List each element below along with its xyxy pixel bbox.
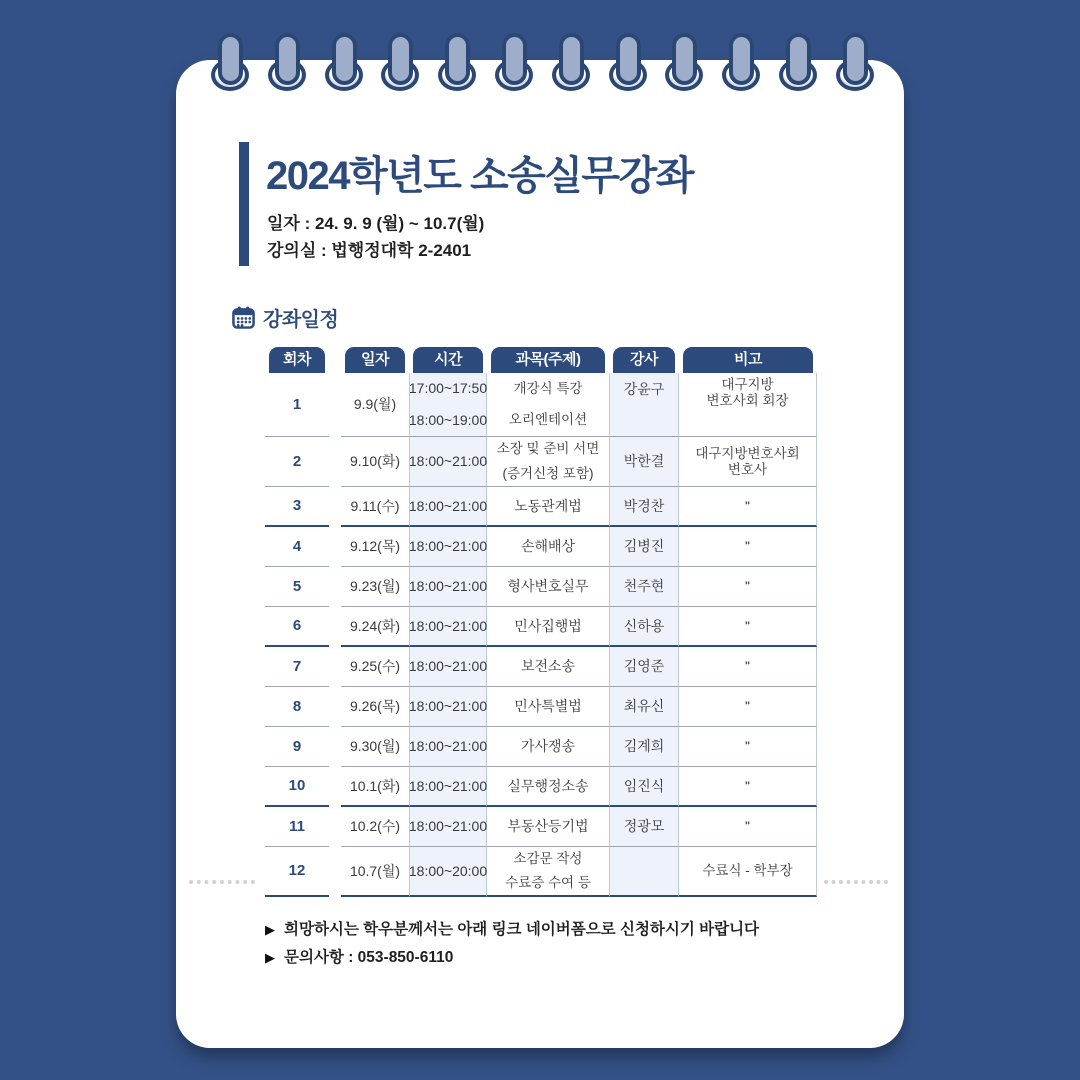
table-row (265, 727, 817, 767)
footer-note-apply: ▶ 희망하시는 학우분께서는 아래 링크 네이버폼으로 신청하시기 바랍니다 (265, 921, 760, 938)
column-gap (329, 687, 341, 727)
cell-date: 9.26(목) (341, 687, 409, 727)
cell-date: 9.11(수) (341, 487, 409, 527)
spiral-ring (719, 33, 763, 97)
cell-session-no: 4 (265, 527, 329, 567)
ring-pin (672, 33, 697, 85)
column-gap (329, 567, 341, 607)
table-row (265, 687, 817, 727)
ring-pin (786, 33, 811, 85)
cell-session-no: 3 (265, 487, 329, 527)
cell-note (679, 487, 817, 527)
table-row (265, 487, 817, 527)
ring-pin (275, 33, 300, 85)
spiral-ring (662, 33, 706, 97)
table-row (265, 373, 817, 437)
cell-date: 9.30(월) (341, 727, 409, 767)
header-tab: 과목(주제) (491, 347, 605, 373)
spiral-ring (208, 33, 252, 97)
column-gap (329, 727, 341, 767)
ring-pin (388, 33, 413, 85)
ring-pin (843, 33, 868, 85)
cell-note: 대구지방변호사회 변호사 (679, 437, 817, 487)
cell-time: 18:00~21:00 (409, 567, 487, 607)
spiral-ring (378, 33, 422, 97)
cell-subject: 가사쟁송 (487, 727, 609, 767)
calendar-icon (232, 306, 255, 329)
cell-note: 대구지방 변호사회 회장 (679, 373, 817, 437)
course-date-line: 일자 : 24. 9. 9 (월) ~ 10.7(월) (267, 214, 485, 233)
cell-subject: 형사변호실무 (487, 567, 609, 607)
cell-time: 18:00~21:00 (409, 437, 487, 487)
header-cell (609, 347, 679, 373)
header-tab: 비고 (683, 347, 813, 373)
column-gap (329, 373, 341, 437)
cell-time: 18:00~21:00 (409, 607, 487, 647)
ring-pin (616, 33, 641, 85)
ring-pin (218, 33, 243, 85)
cell-note (679, 807, 817, 847)
cell-session-no: 10 (265, 767, 329, 807)
table-row (265, 527, 817, 567)
triangle-bullet-icon: ▶ (265, 922, 275, 937)
cell-subject: 부동산등기법 (487, 807, 609, 847)
ditto-mark: " (744, 540, 751, 553)
spiral-ring (606, 33, 650, 97)
cell-date: 10.7(월) (341, 847, 409, 897)
tear-dotted-line-left (189, 880, 255, 884)
cell-lecturer: 정광모 (609, 807, 679, 847)
header-cell (341, 347, 409, 373)
header-cell (265, 347, 329, 373)
table-row (265, 767, 817, 807)
header-tab: 시간 (413, 347, 483, 373)
cell-lecturer: 최유신 (609, 687, 679, 727)
header-tab: 일자 (345, 347, 405, 373)
column-gap (329, 527, 341, 567)
cell-subject: 민사특별법 (487, 687, 609, 727)
cell-date: 9.25(수) (341, 647, 409, 687)
cell-note (679, 727, 817, 767)
spiral-ring (435, 33, 479, 97)
cell-session-no: 5 (265, 567, 329, 607)
column-gap (329, 807, 341, 847)
cell-lecturer: 임진식 (609, 767, 679, 807)
cell-time: 18:00~21:00 (409, 727, 487, 767)
cell-lecturer: 천주현 (609, 567, 679, 607)
cell-time: 17:00~17:50 18:00~19:00 (409, 373, 487, 437)
table-row (265, 607, 817, 647)
cell-note (679, 527, 817, 567)
table-row (265, 847, 817, 897)
cell-time: 18:00~21:00 (409, 647, 487, 687)
column-gap (329, 767, 341, 807)
ditto-mark: " (744, 779, 751, 792)
spiral-ring (265, 33, 309, 97)
cell-session-no: 7 (265, 647, 329, 687)
cell-subject: 개강식 특강 오리엔테이션 (487, 373, 609, 437)
ditto-mark: " (744, 700, 751, 713)
cell-note (679, 687, 817, 727)
cell-date: 10.1(화) (341, 767, 409, 807)
spiral-ring (833, 33, 877, 97)
cell-date: 9.10(화) (341, 437, 409, 487)
course-room-line: 강의실 : 법행정대학 2-2401 (267, 241, 472, 260)
cell-session-no: 1 (265, 373, 329, 437)
title-accent-bar (239, 142, 249, 266)
ditto-mark: " (744, 660, 751, 673)
cell-time: 18:00~21:00 (409, 527, 487, 567)
cell-lecturer (609, 847, 679, 897)
column-gap (329, 607, 341, 647)
cell-note (679, 607, 817, 647)
cell-time: 18:00~21:00 (409, 687, 487, 727)
cell-time: 18:00~21:00 (409, 807, 487, 847)
header-cell (487, 347, 609, 373)
cell-session-no: 6 (265, 607, 329, 647)
cell-time: 18:00~20:00 (409, 847, 487, 897)
ditto-mark: " (744, 619, 751, 632)
cell-lecturer: 김영준 (609, 647, 679, 687)
cell-note (679, 647, 817, 687)
header-cell (409, 347, 487, 373)
cell-lecturer: 김병진 (609, 527, 679, 567)
ditto-mark: " (744, 499, 751, 512)
spiral-ring (322, 33, 366, 97)
cell-date: 10.2(수) (341, 807, 409, 847)
table-row (265, 437, 817, 487)
ring-pin (729, 33, 754, 85)
cell-subject: 실무행정소송 (487, 767, 609, 807)
spiral-ring (492, 33, 536, 97)
column-gap (329, 437, 341, 487)
cell-lecturer: 신하용 (609, 607, 679, 647)
cell-date: 9.24(화) (341, 607, 409, 647)
spiral-ring (549, 33, 593, 97)
cell-date: 9.12(목) (341, 527, 409, 567)
notebook-page (176, 60, 904, 1048)
cell-session-no: 8 (265, 687, 329, 727)
tear-dotted-line-right (824, 880, 888, 884)
cell-session-no: 9 (265, 727, 329, 767)
cell-lecturer: 강윤구 (609, 373, 679, 437)
ditto-mark: " (744, 740, 751, 753)
ring-pin (445, 33, 470, 85)
cell-subject: 소감문 작성 수료증 수여 등 (487, 847, 609, 897)
ditto-mark: " (744, 820, 751, 833)
footer-note-contact: ▶ 문의사항 : 053-850-6110 (265, 949, 454, 966)
schedule-section-header (232, 303, 338, 332)
table-row (265, 807, 817, 847)
cell-lecturer: 박경찬 (609, 487, 679, 527)
spiral-rings (176, 33, 904, 97)
ring-pin (332, 33, 357, 85)
cell-session-no: 12 (265, 847, 329, 897)
header-tab: 회차 (269, 347, 325, 373)
ring-pin (559, 33, 584, 85)
cell-date: 9.9(월) (341, 373, 409, 437)
cell-subject: 손해배상 (487, 527, 609, 567)
ditto-mark: " (744, 580, 751, 593)
schedule-section-title: 강좌일정 (263, 309, 339, 331)
table-header-row (265, 347, 817, 373)
ring-pin (502, 33, 527, 85)
column-gap (329, 847, 341, 897)
column-gap (329, 487, 341, 527)
page-title: 2024학년도 소송실무강좌 (266, 154, 693, 198)
header-cell (679, 347, 817, 373)
cell-subject: 소장 및 준비 서면 (증거신청 포함) (487, 437, 609, 487)
cell-lecturer: 김계희 (609, 727, 679, 767)
table-row (265, 647, 817, 687)
header-gap (329, 347, 341, 373)
triangle-bullet-icon: ▶ (265, 950, 275, 965)
cell-date: 9.23(월) (341, 567, 409, 607)
schedule-table (265, 347, 817, 897)
cell-time: 18:00~21:00 (409, 767, 487, 807)
cell-subject: 보전소송 (487, 647, 609, 687)
cell-lecturer: 박한결 (609, 437, 679, 487)
header-tab: 강사 (613, 347, 675, 373)
cell-time: 18:00~21:00 (409, 487, 487, 527)
column-gap (329, 647, 341, 687)
cell-note: 수료식 - 학부장 (679, 847, 817, 897)
table-row (265, 567, 817, 607)
cell-subject: 노동관계법 (487, 487, 609, 527)
spiral-ring (776, 33, 820, 97)
cell-subject: 민사집행법 (487, 607, 609, 647)
cell-note (679, 567, 817, 607)
cell-note (679, 767, 817, 807)
cell-session-no: 2 (265, 437, 329, 487)
cell-session-no: 11 (265, 807, 329, 847)
